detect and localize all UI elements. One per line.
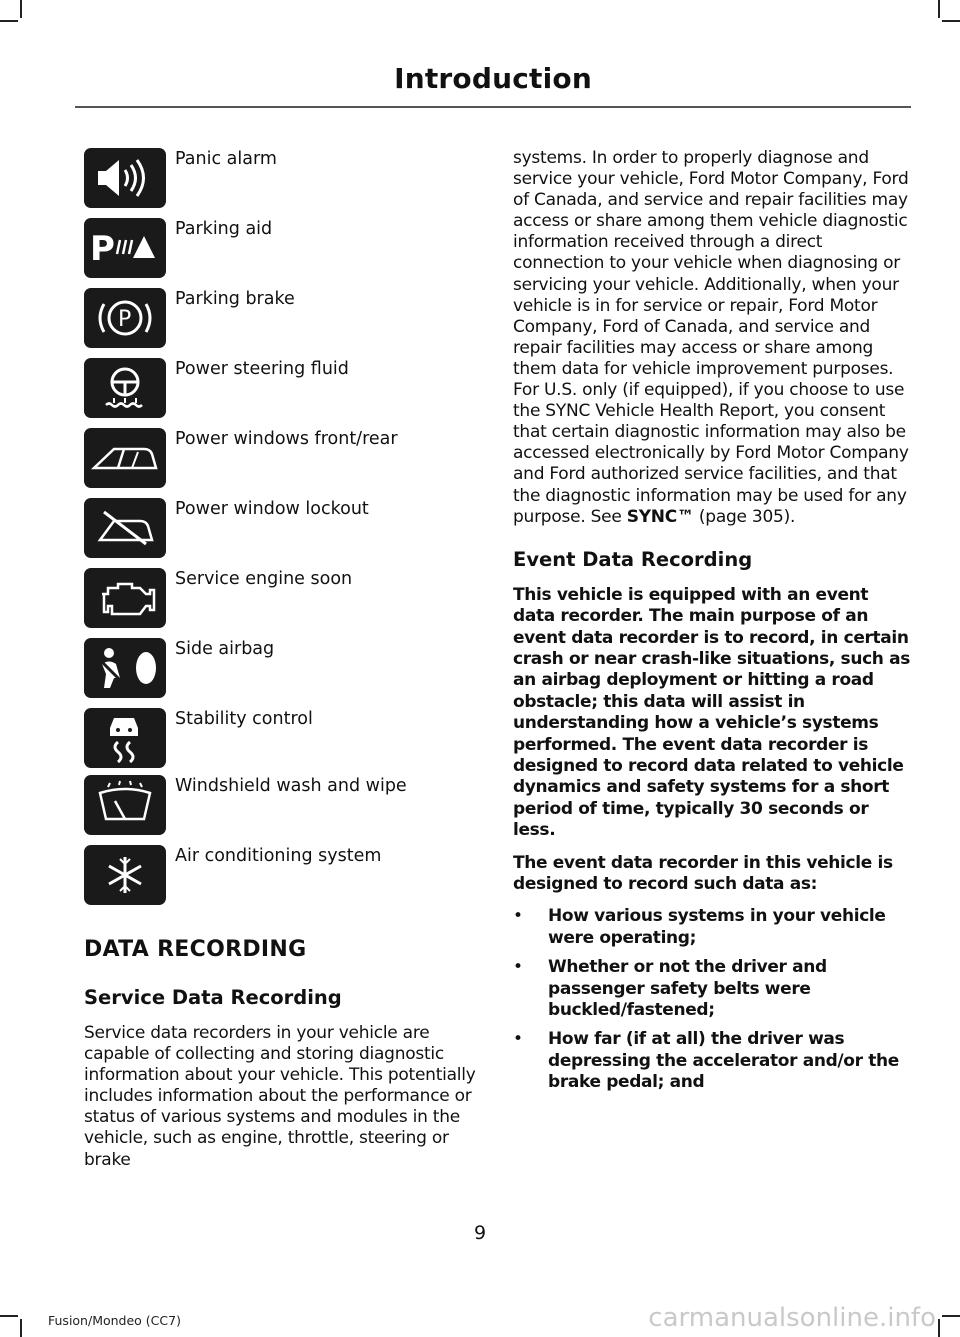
indicator-label: Power window lockout: [175, 499, 369, 519]
section-title: DATA RECORDING: [84, 937, 307, 962]
window-lockout-icon: [84, 498, 166, 558]
indicator-row: [84, 288, 444, 348]
indicator-label: Air conditioning system: [175, 846, 382, 866]
engine-icon: [84, 568, 166, 628]
indicator-label: Side airbag: [175, 639, 275, 659]
crop-mark: [0, 20, 18, 22]
bullet-list: [513, 906, 911, 1093]
parking-aid-icon: [84, 218, 166, 278]
bullet-glyph: •: [513, 957, 523, 978]
page-number: 9: [473, 1222, 487, 1244]
body-paragraph: [513, 148, 911, 528]
crop-mark: [20, 0, 22, 18]
bold-paragraph: This vehicle is equipped with an event data recorder. The main purpose of an event data recorder is to record, in certain crash or near crash-like situations, such as an airbag deployment or hitting a road obstacle; this data will assist in understanding how a vehicle’s systems performed. The event data recorder is designed to record data related to vehicle dynamics and safety systems for a short period of time, typically 30 seconds or less.: [513, 584, 911, 841]
indicator-row: [84, 568, 444, 628]
crop-mark: [942, 20, 960, 22]
indicator-row: [84, 845, 444, 905]
right-column: [513, 148, 911, 1102]
header-divider: [75, 106, 911, 108]
indicator-label: Power windows front/rear: [175, 429, 398, 449]
crop-mark: [20, 1319, 22, 1337]
parking-brake-icon: [84, 288, 166, 348]
snowflake-icon: [84, 845, 166, 905]
power-steering-fluid-icon: [84, 358, 166, 418]
page-title: Introduction: [394, 62, 592, 95]
indicator-label: Service engine soon: [175, 569, 353, 589]
indicator-row: [84, 358, 444, 418]
indicator-row: [84, 148, 444, 208]
bold-paragraph: The event data recorder in this vehicle is designed to record such data as:: [513, 852, 893, 894]
subsection-title: Service Data Recording: [84, 986, 342, 1009]
list-item: [513, 906, 911, 949]
indicator-label: Windshield wash and wipe: [175, 776, 407, 796]
paragraph-text: systems. In order to properly diagnose and service your vehicle, Ford Motor Company, Ford of Canada, and service and repair facilities may access or share among them vehicle diagnostic information received through a direct connection to your vehicle when diagnosing or servicing your vehicle. Additionally, when your vehicle is in for service or repair, Ford Motor Company, Ford of Canada, and service and repair facilities may access or share among them data for vehicle improvement purposes. For U.S. only (if equipped), if you choose to use the SYNC Vehicle Health Report, you consent that certain diagnostic information may also be accessed electronically by Ford Motor Company and Ford authorized service facilities, and that the diagnostic information may be used for any purpose. See: [513, 148, 909, 527]
data-recording-section: [84, 937, 476, 1171]
speaker-icon: [84, 148, 166, 208]
indicator-row: [84, 708, 444, 768]
indicator-label: Power steering fluid: [175, 359, 349, 379]
body-paragraph: Service data recorders in your vehicle are capable of collecting and storing diagnostic information about your vehicle. This potentially includes information about the performance or status of various systems and modules in the vehicle, such as engine, throttle, steering or brake: [84, 1023, 476, 1170]
subsection-title: Event Data Recording: [513, 547, 753, 571]
crop-mark: [942, 1315, 960, 1317]
bullet-glyph: •: [513, 906, 523, 927]
sync-link[interactable]: SYNC™: [626, 506, 694, 527]
stability-control-icon: [84, 708, 166, 768]
bullet-glyph: •: [513, 1029, 523, 1050]
crop-mark: [938, 1319, 940, 1337]
crop-mark: [0, 1315, 18, 1317]
indicator-label: Parking aid: [175, 219, 273, 239]
svg-text:P: P: [118, 307, 132, 332]
paragraph-text: (page 305).: [693, 506, 796, 527]
power-windows-icon: [84, 428, 166, 488]
side-airbag-icon: [84, 638, 166, 698]
indicator-row: [84, 498, 444, 558]
watermark: carmanualsonline.info: [648, 1303, 936, 1333]
list-item-text: Whether or not the driver and passenger safety belts were buckled/fastened;: [548, 957, 827, 1020]
list-item-text: How various systems in your vehicle were operating;: [548, 906, 886, 948]
indicator-row: [84, 638, 444, 698]
crop-mark: [938, 0, 940, 18]
model-label: Fusion/Mondeo (CC7): [48, 1313, 181, 1328]
list-item-text: How far (if at all) the driver was depressing the accelerator and/or the brake pedal; and: [548, 1029, 899, 1093]
indicator-label: Parking brake: [175, 289, 295, 309]
indicator-label: Stability control: [175, 709, 313, 729]
indicator-label: Panic alarm: [175, 149, 277, 169]
list-item: [513, 957, 911, 1021]
indicator-row: [84, 428, 444, 488]
indicator-row: [84, 775, 444, 835]
indicator-row: [84, 218, 444, 278]
list-item: [513, 1029, 911, 1093]
windshield-wash-icon: [84, 775, 166, 835]
svg-text:P: P: [90, 229, 115, 269]
